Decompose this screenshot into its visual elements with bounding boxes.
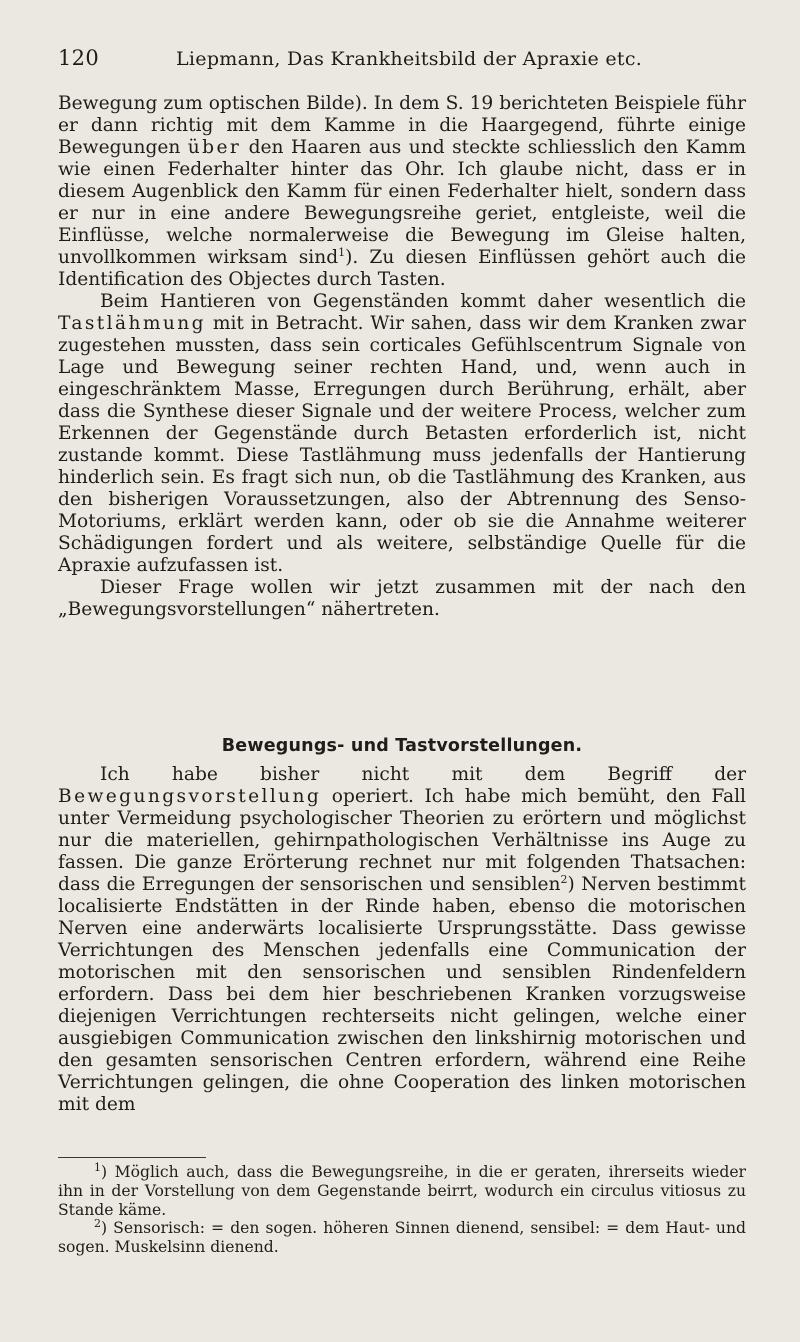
text-run: ). Zu diesen Einflüssen gehört auch die Identification des Objectes durch Tasten. bbox=[58, 247, 746, 290]
paragraph bbox=[58, 93, 746, 291]
footnote-ref[interactable]: 1 bbox=[338, 245, 346, 259]
footnote-mark: 2 bbox=[94, 1217, 101, 1231]
footnote bbox=[58, 1160, 746, 1219]
running-header bbox=[58, 44, 758, 74]
footnote-divider bbox=[58, 1157, 206, 1158]
emphasis-text: über bbox=[187, 137, 242, 158]
page-number: 120 bbox=[58, 46, 99, 70]
paragraph bbox=[58, 764, 746, 1116]
text-run: den Haaren aus und steckte schliesslich den Kamm wie einen Federhalter hinter das Ohr. Ich glaube nicht, dass er in diesem Augenblick den Kamm für einen Federhalter hielt, sondern dass er nur in eine andere Bewegungsreihe geriet, entgleiste, weil die Einflüsse, welche normalerweise die Bewegung im Gleise halten, unvollkommen wirksam sind bbox=[58, 137, 746, 268]
paragraph: Dieser Frage wollen wir jetzt zusammen mit der nach den „Bewegungsvorstellungen“ nähertreten. bbox=[58, 577, 746, 620]
footnote-mark: 1 bbox=[94, 1160, 101, 1174]
text-run: Beim Hantieren von Gegenständen kommt daher wesentlich die bbox=[100, 291, 746, 312]
running-title: Liepmann, Das Krankheitsbild der Apraxie etc. bbox=[176, 48, 643, 70]
paragraph bbox=[58, 291, 746, 577]
emphasis-text: Tastlähmung bbox=[58, 313, 206, 334]
footnote-text: ) Möglich auch, dass die Bewegungsreihe, in die er geraten, ihrerseits wieder ihn in der Vorstellung von dem Gegenstande beirrt, wodurch ein circulus vitiosus zu Stande käme. bbox=[58, 1163, 746, 1219]
text-run: Ich habe bisher nicht mit dem Begriff der bbox=[100, 764, 746, 785]
text-run: ) Nerven bestimmt localisierte Endstätten in der Rinde haben, ebenso die motorischen Nerven eine anderwärts localisierte Ursprungsstätte. Dass gewisse Verrichtungen des Menschen jedenfalls eine Communication der motorischen mit den sensorischen und sensiblen Rindenfeldern erfordern. Dass bei dem hier beschriebenen Kranken vorzugsweise diejenigen Verrichtungen rechterseits nicht gelingen, welche einer ausgiebigen Communication zwischen den linkshirnig motorischen und den gesamten sensorischen Centren erfordern, während eine Reihe Verrichtungen gelingen, die ohne Cooperation des linken motorischen mit dem bbox=[58, 874, 746, 1115]
body-text-top bbox=[58, 93, 746, 621]
footnote-text: ) Sensorisch: = den sogen. höheren Sinnen dienend, sensibel: = dem Haut- und sogen. Muskelsinn dienend. bbox=[58, 1219, 746, 1257]
text-run: mit in Betracht. Wir sahen, dass wir dem Kranken zwar zugestehen mussten, dass sein corticales Gefühlscentrum Signale von Lage und Bewegung seiner rechten Hand, und, wenn auch in eingeschränktem Masse, Erregungen durch Berührung, erhält, aber dass die Synthese dieser Signale und der weitere Process, welcher zum Erkennen der Gegenstände durch Betasten erforderlich ist, nicht zustande kommt. Diese Tastlähmung muss jedenfalls der Hantierung hinderlich sein. Es fragt sich nun, ob die Tastlähmung des Kranken, aus den bisherigen Voraussetzungen, also der Abtrennung des Senso-Motoriums, erklärt werden kann, oder ob sie die Annahme weiterer Schädigungen fordert und als weitere, selbständige Quelle für die Apraxie aufzufassen ist. bbox=[58, 313, 746, 576]
footnotes bbox=[58, 1160, 746, 1257]
emphasis-text: Bewegungsvorstellung bbox=[58, 786, 322, 807]
text-run: operiert. Ich habe mich bemüht, den Fall unter Vermeidung psychologischer Theorien zu erörtern und möglichst nur die materiellen, gehirnpathologischen Verhältnisse ins Auge zu fassen. Die ganze Erörterung rechnet nur mit folgenden Thatsachen: dass die Erregungen der sensorischen und sensiblen bbox=[58, 786, 746, 895]
text-run: Bewegung zum optischen Bilde). In dem S. 19 berichteten Beispiele führ er dann richtig mit dem Kamme in die Haargegend, führte einige Bewegungen bbox=[58, 93, 746, 158]
section-heading: Bewegungs- und Tastvorstellungen. bbox=[221, 736, 583, 756]
body-text-bottom bbox=[58, 764, 746, 1116]
footnote-ref[interactable]: 2 bbox=[560, 872, 568, 886]
footnote bbox=[58, 1219, 746, 1257]
